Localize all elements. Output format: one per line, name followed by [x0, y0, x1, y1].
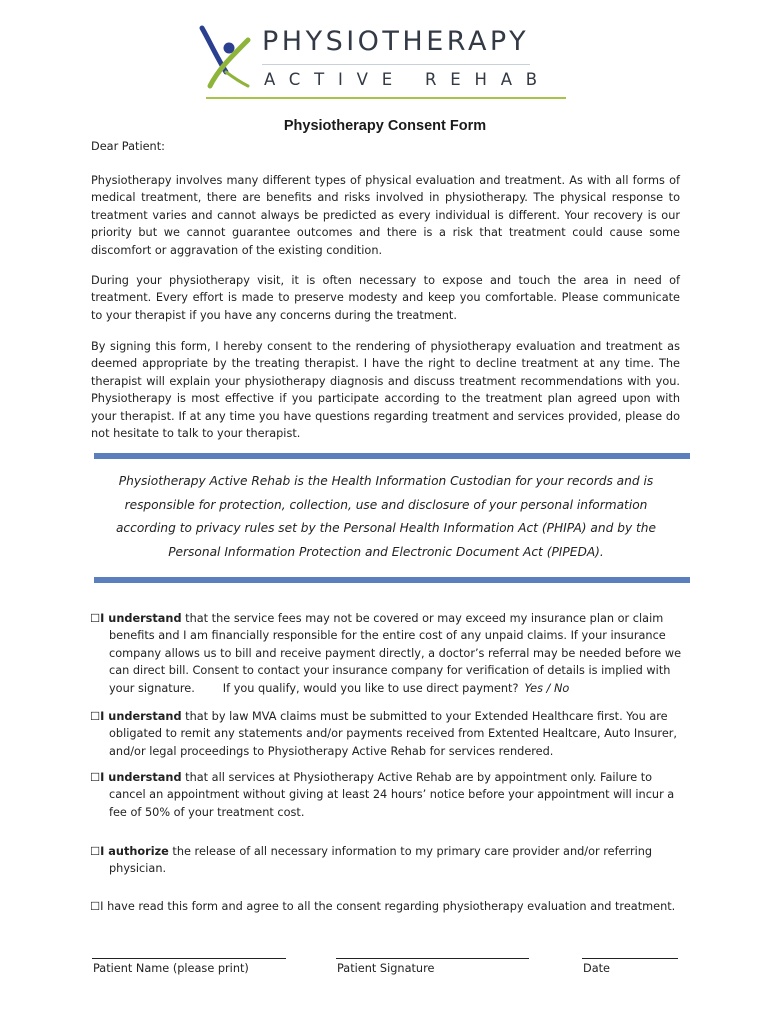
- item-text-continued: cancel an appointment without giving at least 24 hours’ notice before your appointment will incur a fee of 50% of your treatment cost.: [109, 788, 675, 819]
- item-text-continued: physician.: [109, 862, 167, 876]
- salutation: Dear Patient:: [91, 140, 165, 153]
- consent-item-fees: [90, 610, 690, 697]
- date-label: Date: [583, 962, 611, 975]
- logo-wordmark: PHYSIOTHERAPY: [262, 26, 530, 57]
- patient-signature-label: Patient Signature: [337, 962, 435, 975]
- item-text: the release of all necessary information to my primary care provider and/or referring: [168, 845, 653, 858]
- consent-item-agree: [90, 898, 690, 915]
- patient-name-line[interactable]: [92, 958, 286, 959]
- item-lead: I understand: [100, 612, 182, 625]
- page-title: Physiotherapy Consent Form: [283, 118, 487, 134]
- paragraph-treatment-risks: Physiotherapy involves many different types of physical evaluation and treatment. As with all forms of medical treatment, there are benefits and risks involved in physiotherapy. The physical response to treatment varies and cannot always be predicted as every individual is different. Your recovery is our priority but we cannot guarantee outcomes and there is a risk that treatment could cause some discomfort or aggravation of the existing condition.: [91, 174, 680, 257]
- direct-payment-options[interactable]: Yes / No: [524, 681, 570, 695]
- item-text-continued: benefits and I am financially responsible for the entire cost of any unpaid claims. If your insurance company allows us to bill and receive payment directly, a doctor’s referral may be needed before we can direct bill. Consent to contact your insurance company for verification of details is implied with your signature.: [109, 629, 682, 695]
- company-logo: [196, 22, 566, 104]
- item-text: that all services at Physiotherapy Active Rehab are by appointment only. Failure to: [181, 771, 653, 784]
- date-line[interactable]: [582, 958, 678, 959]
- logo-divider: [262, 64, 530, 65]
- mva-checkbox[interactable]: ☐: [90, 710, 101, 723]
- notice-top-bar: [94, 453, 690, 459]
- item-lead: I authorize: [100, 845, 169, 858]
- item-text-continued: obligated to remit any statements and/or payments received from Extented Healtcare, Auto Insurer, and/or legal proceedings to Physiotherapy Active Rehab for services rendered.: [109, 727, 678, 758]
- privacy-notice: Physiotherapy Active Rehab is the Health Information Custodian for your records and is responsible for protection, collection, use and disclosure of your personal information according to privacy rules set by the Personal Health Information Act (PHIPA) and by the Personal Information Protection and Electronic Document Act (PIPEDA).: [115, 474, 657, 560]
- logo-figure-icon: [196, 22, 256, 90]
- authorize-checkbox[interactable]: ☐: [90, 845, 101, 858]
- item-text: that the service fees may not be covered or may exceed my insurance plan or claim: [181, 612, 664, 625]
- agree-checkbox[interactable]: ☐: [90, 900, 101, 913]
- paragraph-modesty: During your physiotherapy visit, it is often necessary to expose and touch the area in need of treatment. Every effort is made to preserve modesty and keep you comfortable. Please communicate to your therapist if you have any concerns during the treatment.: [91, 274, 680, 322]
- logo-tagline: ACTIVE REHAB: [264, 70, 551, 89]
- item-lead: I understand: [100, 710, 182, 723]
- consent-item-mva: [90, 708, 690, 760]
- item-lead: I understand: [100, 771, 182, 784]
- consent-item-authorize: [90, 843, 690, 878]
- consent-item-appointments: [90, 769, 690, 821]
- patient-name-label: Patient Name (please print): [93, 962, 249, 975]
- patient-signature-line[interactable]: [336, 958, 529, 959]
- paragraph-consent: By signing this form, I hereby consent to the rendering of physiotherapy evaluation and treatment as deemed appropriate by the treating therapist. I have the right to decline treatment at any time. The therapist will explain your physiotherapy diagnosis and discuss treatment recommendations with you. Physiotherapy is most effective if you participate according to the treatment plan agreed upon with your therapist. If at any time you have questions regarding treatment and services provided, please do not hesitate to talk to your therapist.: [91, 340, 680, 441]
- notice-bottom-bar: [94, 577, 690, 583]
- direct-payment-question: If you qualify, would you like to use direct payment?: [222, 681, 519, 695]
- appointments-checkbox[interactable]: ☐: [90, 771, 101, 784]
- item-text: I have read this form and agree to all the consent regarding physiotherapy evaluation and treatment.: [100, 900, 676, 913]
- item-text: that by law MVA claims must be submitted to your Extended Healthcare first. You are: [181, 710, 668, 723]
- fees-checkbox[interactable]: ☐: [90, 612, 101, 625]
- logo-underline: [206, 97, 566, 99]
